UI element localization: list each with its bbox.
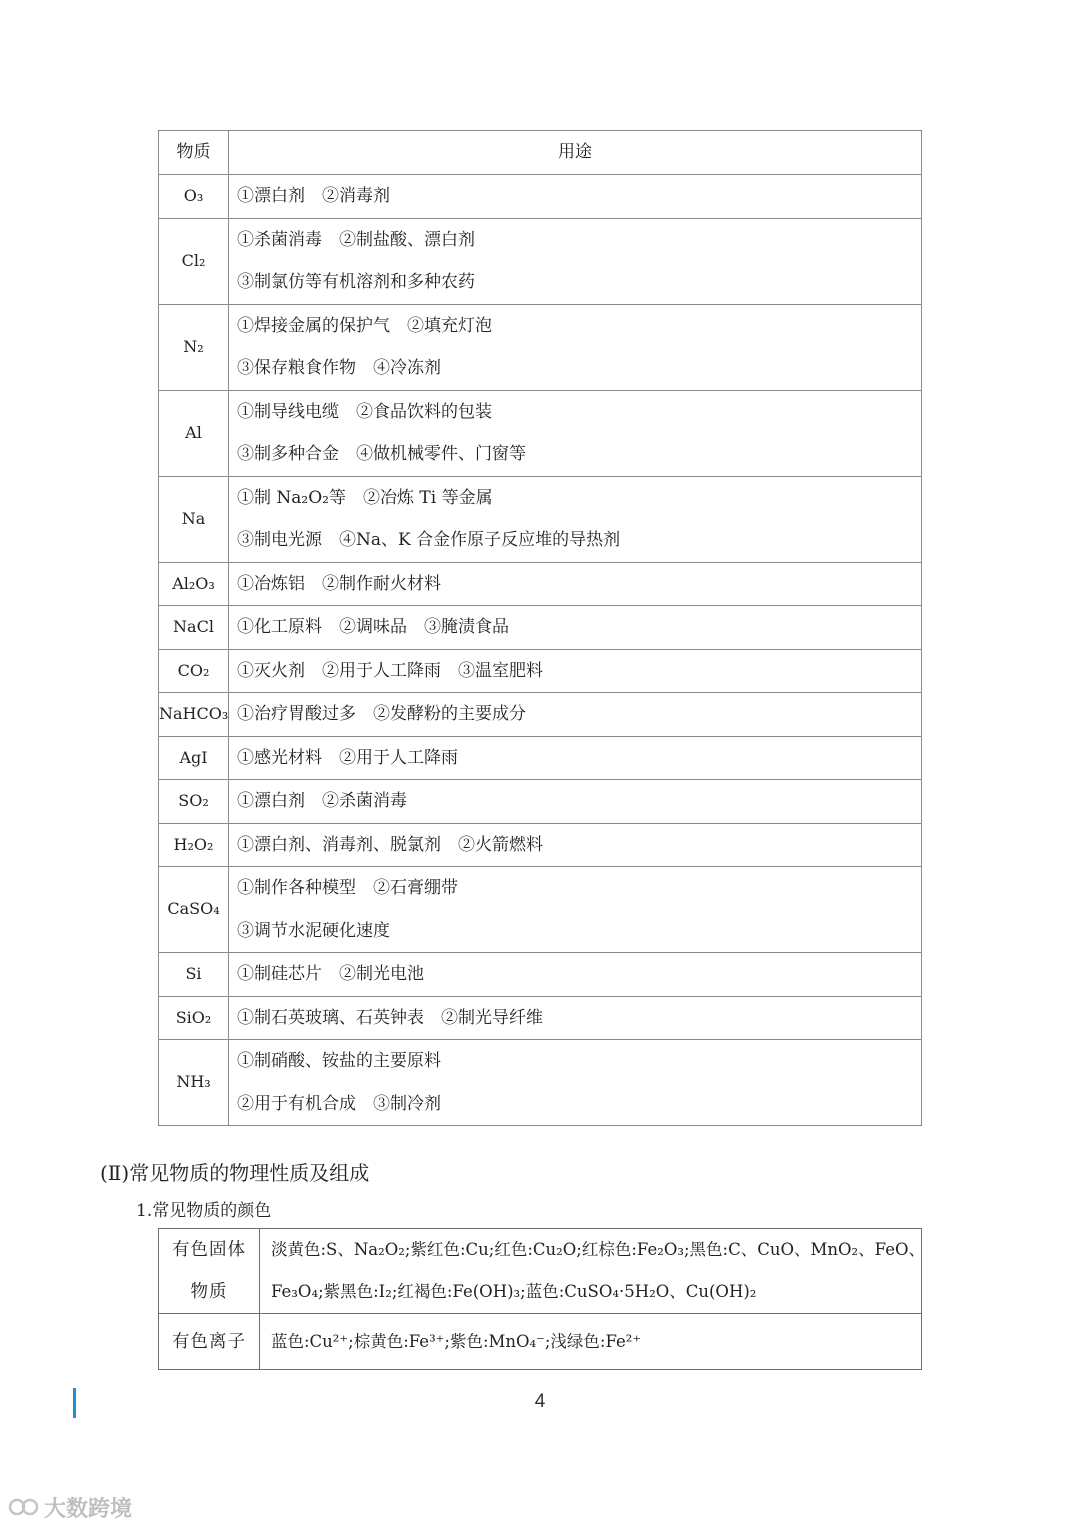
table-row <box>159 175 922 219</box>
table-header-row <box>159 131 922 175</box>
table-row <box>159 867 922 953</box>
use-cell <box>229 953 922 997</box>
use-line: ③制氯仿等有机溶剂和多种农药 <box>237 272 475 292</box>
substance-cell: N₂ <box>159 304 229 390</box>
substance-cell: SiO₂ <box>159 996 229 1040</box>
use-cell <box>229 218 922 304</box>
use-line: ①焊接金属的保护气 ②填充灯泡 <box>237 315 492 336</box>
substance-cell: NH₃ <box>159 1040 229 1126</box>
table-row <box>159 649 922 693</box>
substance-cell: NaCl <box>159 606 229 650</box>
use-cell <box>229 823 922 867</box>
use-cell <box>229 175 922 219</box>
color-table <box>158 1228 925 1370</box>
use-cell <box>229 736 922 780</box>
category-line: 有色固体 <box>172 1240 246 1260</box>
use-line: ③制多种合金 ④做机械零件、门窗等 <box>237 444 526 464</box>
use-cell <box>229 476 922 562</box>
table-row <box>159 823 922 867</box>
use-cell <box>229 390 922 476</box>
table-row <box>159 476 922 562</box>
use-line: ①杀菌消毒 ②制盐酸、漂白剂 <box>237 229 475 250</box>
use-cell <box>229 1040 922 1126</box>
watermark-logo-icon <box>8 1494 40 1520</box>
use-line: ①漂白剂、消毒剂、脱氯剂 ②火箭燃料 <box>237 834 543 855</box>
use-line: ①制导线电缆 ②食品饮料的包装 <box>237 401 492 422</box>
use-line: ①制硝酸、铵盐的主要原料 <box>237 1051 441 1071</box>
page-number: 4 <box>534 1391 546 1412</box>
table-row <box>159 218 922 304</box>
use-cell <box>229 304 922 390</box>
use-cell <box>229 562 922 606</box>
use-line: ①治疗胃酸过多 ②发酵粉的主要成分 <box>237 704 526 724</box>
use-line: ①灭火剂 ②用于人工降雨 ③温室肥料 <box>237 660 543 681</box>
use-cell <box>229 693 922 737</box>
use-cell <box>229 867 922 953</box>
table-row <box>159 606 922 650</box>
use-cell <box>229 996 922 1040</box>
substance-cell: O₃ <box>159 175 229 219</box>
table-row <box>159 1040 922 1126</box>
use-line: ①制 Na₂O₂等 ②冶炼 Ti 等金属 <box>237 487 493 508</box>
category-cell <box>159 1314 260 1370</box>
table-row <box>159 780 922 824</box>
table-row <box>159 390 922 476</box>
use-cell <box>229 649 922 693</box>
use-line: ①漂白剂 ②消毒剂 <box>237 186 390 206</box>
use-line: ①漂白剂 ②杀菌消毒 <box>237 791 407 811</box>
color-line: 蓝色:Cu²⁺;棕黄色:Fe³⁺;紫色:MnO₄⁻;浅绿色:Fe²⁺ <box>271 1331 642 1351</box>
table-row <box>159 953 922 997</box>
table-row <box>159 304 922 390</box>
watermark-text: 大数跨境 <box>44 1496 133 1522</box>
use-line: ②用于有机合成 ③制冷剂 <box>237 1093 441 1114</box>
substance-cell: NaHCO₃ <box>159 693 229 737</box>
category-line: 有色离子 <box>172 1331 246 1352</box>
header-substance: 物质 <box>159 131 229 175</box>
substance-cell: Al₂O₃ <box>159 562 229 606</box>
substance-cell: Al <box>159 390 229 476</box>
use-line: ③调节水泥硬化速度 <box>237 920 390 941</box>
substance-cell: CO₂ <box>159 649 229 693</box>
use-line: ③保存粮食作物 ④冷冻剂 <box>237 358 441 378</box>
table-row <box>159 562 922 606</box>
color-line: 淡黄色:S、Na₂O₂;紫红色:Cu;红色:Cu₂O;红棕色:Fe₂O₃;黑色:C、CuO、MnO₂、FeO、 <box>271 1240 925 1259</box>
table-row <box>159 693 922 737</box>
use-line: ①制硅芯片 ②制光电池 <box>237 964 424 984</box>
color-value-cell <box>260 1314 922 1370</box>
use-line: ③制电光源 ④Na、K 合金作原子反应堆的导热剂 <box>237 530 621 550</box>
use-line: ①感光材料 ②用于人工降雨 <box>237 747 458 768</box>
category-line: 物质 <box>190 1282 228 1302</box>
use-cell <box>229 606 922 650</box>
use-line: ①冶炼铝 ②制作耐火材料 <box>237 573 441 594</box>
subsection-title: 1.常见物质的颜色 <box>136 1201 272 1221</box>
table-row <box>159 736 922 780</box>
substance-cell: CaSO₄ <box>159 867 229 953</box>
accent-bar <box>73 1388 76 1418</box>
use-line: ①化工原料 ②调味品 ③腌渍食品 <box>237 617 509 637</box>
use-cell <box>229 780 922 824</box>
color-line: Fe₃O₄;紫黑色:I₂;红褐色:Fe(OH)₃;蓝色:CuSO₄·5H₂O、Cu(OH)₂ <box>271 1282 757 1301</box>
substance-cell: Cl₂ <box>159 218 229 304</box>
use-line: ①制作各种模型 ②石膏绷带 <box>237 878 458 898</box>
substance-cell: Si <box>159 953 229 997</box>
substance-cell: AgI <box>159 736 229 780</box>
header-use: 用途 <box>229 131 922 175</box>
category-cell <box>159 1229 260 1314</box>
table-row <box>159 1229 922 1314</box>
substance-cell: SO₂ <box>159 780 229 824</box>
uses-table <box>158 130 922 1126</box>
substance-cell: H₂O₂ <box>159 823 229 867</box>
watermark <box>8 1490 132 1524</box>
substance-cell: Na <box>159 476 229 562</box>
table-row <box>159 996 922 1040</box>
color-value-cell <box>260 1229 925 1314</box>
use-line: ①制石英玻璃、石英钟表 ②制光导纤维 <box>237 1007 543 1028</box>
section-title: (Ⅱ)常见物质的物理性质及组成 <box>100 1161 370 1185</box>
table-row <box>159 1314 922 1370</box>
